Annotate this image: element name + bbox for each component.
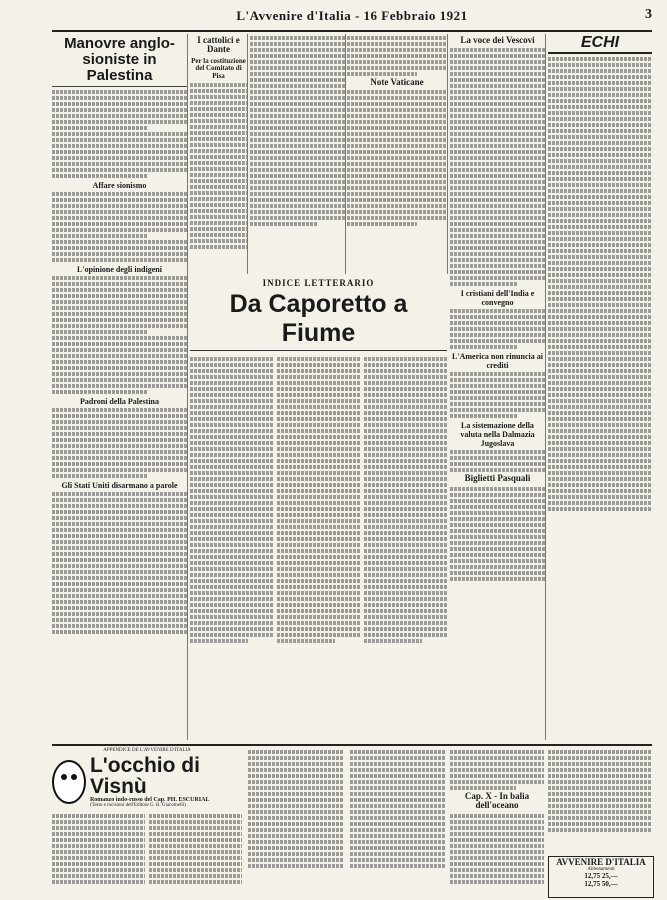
feuilleton-strip xyxy=(52,744,652,896)
headline-cattolici-dante: I cattolici e Dante xyxy=(197,35,240,55)
section-label: INDICE LETTERARIO xyxy=(262,278,375,288)
subhead-sionismo: Affare sionismo xyxy=(92,181,147,191)
page-number: 3 xyxy=(645,7,652,22)
face-illustration-icon xyxy=(52,760,86,804)
chapter-heading: Cap. X - In balia dell'oceano xyxy=(464,791,530,811)
headline-note-vaticane: Note Vaticane xyxy=(370,77,424,87)
column-6 xyxy=(548,34,652,740)
subhead-indigeni: L'opinione degli indigeni xyxy=(77,265,162,275)
headline-echi: ECHI xyxy=(548,34,652,54)
subscription-box xyxy=(548,856,654,898)
subhead-india: I cristiani dell'India e convegno xyxy=(460,289,535,308)
column-5 xyxy=(450,34,546,740)
feuilleton-col-2 xyxy=(248,748,344,896)
feuilleton-col-3 xyxy=(350,748,446,896)
column-3 xyxy=(250,34,346,274)
feuilleton xyxy=(52,748,242,896)
feuilleton-col-5 xyxy=(548,748,652,852)
headline-voce-vescovi: La voce dei Vescovi xyxy=(460,35,535,45)
feuilleton-col-4 xyxy=(450,748,544,896)
subhead-padroni: Padroni della Palestina xyxy=(80,397,159,407)
column-4 xyxy=(347,34,448,274)
feuilleton-subtitle: Romanzo indo-russo del Cap. PH. ESCURIAL xyxy=(89,797,210,803)
headline-palestina: Manovre anglo-sioniste in Palestina xyxy=(64,35,175,84)
feuilleton-note: (Testo e incisioni dell'Editore G. B. Giacomelli) xyxy=(89,803,186,808)
column-2 xyxy=(190,34,248,274)
subscription-label: Abbonamenti xyxy=(587,867,615,872)
literary-article xyxy=(190,278,447,740)
subhead-stati-uniti: Gli Stati Uniti disarmano a parole xyxy=(61,481,178,491)
subhead-dalmazia: La sistemazione della valuta nella Dalmazia Jugoslava xyxy=(460,421,535,449)
column-1 xyxy=(52,34,188,740)
subscription-row-2: 12,75 50,— xyxy=(584,880,618,888)
headline-biglietti: Biglietti Pasquali xyxy=(464,473,531,484)
subhead-comitato-pisa: Per la costituzione del Comitato di Pisa xyxy=(191,56,246,80)
masthead xyxy=(52,6,652,32)
subhead-america: L'America non rinuncia ai crediti xyxy=(452,352,543,371)
subscription-title: AVVENIRE D'ITALIA xyxy=(556,857,646,867)
feuilleton-title: L'occhio di Visnù xyxy=(89,754,200,798)
appendix-label: APPENDICE DE L'AVVENIRE D'ITALIA xyxy=(103,748,191,753)
subscription-row-1: 12,75 25,— xyxy=(584,872,618,880)
main-headline: Da Caporetto a Fiume xyxy=(190,290,447,351)
page-title: L'Avvenire d'Italia - 16 Febbraio 1921 xyxy=(236,8,468,23)
